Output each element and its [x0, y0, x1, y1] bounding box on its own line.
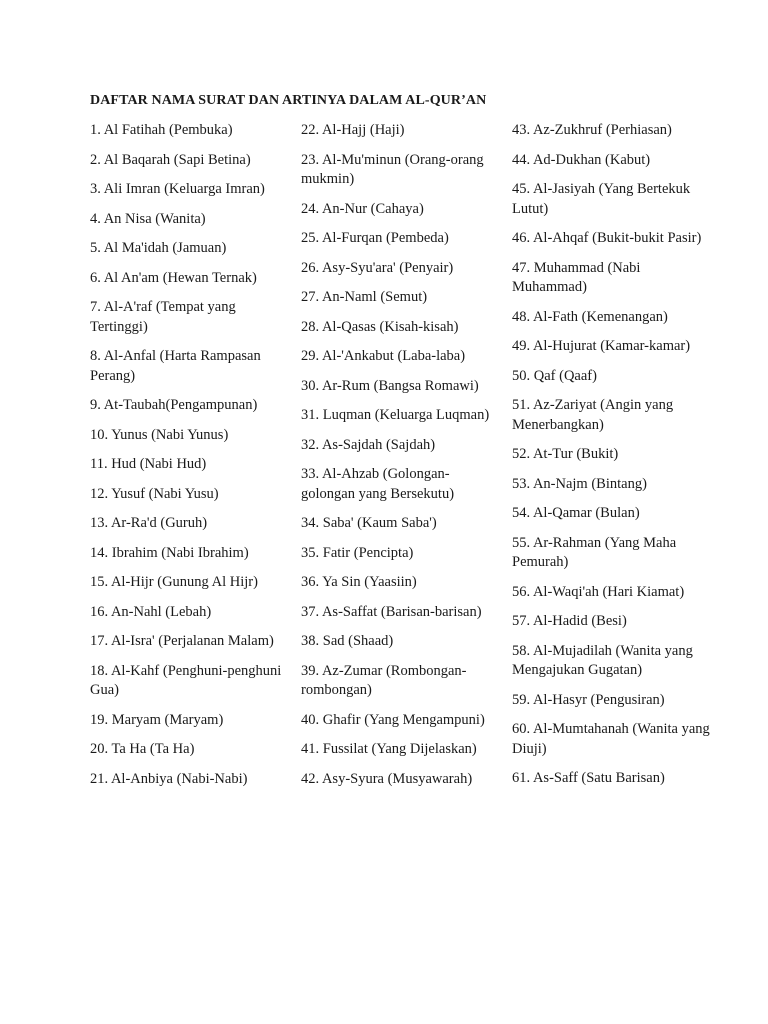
document-title: DAFTAR NAMA SURAT DAN ARTINYA DALAM AL-QUR’AN: [90, 93, 487, 108]
surah-item: 47. Muhammad (Nabi Muhammad): [512, 259, 641, 295]
surah-item: 45. Al-Jasiyah (Yang Bertekuk Lutut): [512, 181, 691, 217]
surah-item: 12. Yusuf (Nabi Yusu): [90, 485, 219, 502]
surah-item: 13. Ar-Ra'd (Guruh): [90, 515, 208, 531]
surah-item: 55. Ar-Rahman (Yang Maha Pemurah): [512, 534, 677, 570]
surah-item: 29. Al-'Ankabut (Laba-laba): [301, 348, 466, 364]
surah-item: 19. Maryam (Maryam): [90, 711, 224, 728]
surah-item: 2. Al Baqarah (Sapi Betina): [90, 151, 251, 168]
surah-item: 35. Fatir (Pencipta): [301, 544, 414, 561]
surah-item: 17. Al-Isra' (Perjalanan Malam): [90, 633, 274, 649]
surah-item: 42. Asy-Syura (Musyawarah): [301, 770, 473, 787]
surah-item: 18. Al-Kahf (Penghuni-penghuni Gua): [90, 662, 282, 698]
surah-item: 26. Asy-Syu'ara' (Penyair): [301, 259, 454, 276]
surah-item: 50. Qaf (Qaaf): [512, 367, 597, 384]
surah-item: 4. An Nisa (Wanita): [90, 210, 206, 227]
surah-item: 3. Ali Imran (Keluarga Imran): [90, 181, 265, 197]
surah-item: 25. Al-Furqan (Pembeda): [301, 230, 449, 246]
surah-item: 10. Yunus (Nabi Yunus): [90, 426, 229, 443]
surah-item: 5. Al Ma'idah (Jamuan): [90, 240, 227, 256]
surah-item: 40. Ghafir (Yang Mengampuni): [301, 711, 485, 728]
surah-item: 44. Ad-Dukhan (Kabut): [512, 151, 651, 168]
surah-item: 43. Az-Zukhruf (Perhiasan): [512, 122, 672, 138]
surah-item: 39. Az-Zumar (Rombongan-rombongan): [301, 662, 467, 698]
surah-item: 11. Hud (Nabi Hud): [90, 456, 207, 472]
surah-item: 51. Az-Zariyat (Angin yang Menerbangkan): [512, 397, 674, 433]
surah-item: 14. Ibrahim (Nabi Ibrahim): [90, 544, 249, 561]
surah-item: 58. Al-Mujadilah (Wanita yang Mengajukan Gugatan): [512, 642, 693, 678]
surah-item: 21. Al-Anbiya (Nabi-Nabi): [90, 770, 248, 787]
surah-column-2: [301, 121, 501, 799]
surah-item: 16. An-Nahl (Lebah): [90, 603, 212, 620]
surah-item: 61. As-Saff (Satu Barisan): [512, 770, 665, 786]
surah-item: 33. Al-Ahzab (Golongan-golongan yang Bersekutu): [301, 466, 455, 502]
surah-item: 24. An-Nur (Cahaya): [301, 200, 424, 217]
surah-item: 32. As-Sajdah (Sajdah): [301, 436, 436, 453]
surah-column-1: [90, 121, 290, 799]
surah-item: 15. Al-Hijr (Gunung Al Hijr): [90, 574, 258, 590]
surah-column-3: [512, 121, 712, 799]
surah-item: 57. Al-Hadid (Besi): [512, 613, 627, 629]
surah-item: 20. Ta Ha (Ta Ha): [90, 741, 195, 757]
surah-item: 52. At-Tur (Bukit): [512, 446, 619, 462]
surah-item: 7. Al-A'raf (Tempat yang Tertinggi): [90, 299, 236, 335]
surah-item: 22. Al-Hajj (Haji): [301, 122, 405, 138]
surah-item: 28. Al-Qasas (Kisah-kisah): [301, 318, 459, 335]
surah-item: 30. Ar-Rum (Bangsa Romawi): [301, 377, 479, 394]
surah-item: 38. Sad (Shaad): [301, 633, 394, 649]
surah-item: 54. Al-Qamar (Bulan): [512, 505, 640, 521]
surah-item: 60. Al-Mumtahanah (Wanita yang Diuji): [512, 721, 710, 757]
surah-item: 27. An-Naml (Semut): [301, 289, 428, 305]
surah-item: 23. Al-Mu'minun (Orang-orang mukmin): [301, 151, 484, 187]
surah-item: 41. Fussilat (Yang Dijelaskan): [301, 741, 477, 757]
surah-item: 31. Luqman (Keluarga Luqman): [301, 407, 490, 423]
surah-item: 9. At-Taubah(Pengampunan): [90, 397, 258, 413]
surah-item: 34. Saba' (Kaum Saba'): [301, 515, 437, 531]
surah-item: 37. As-Saffat (Barisan-barisan): [301, 603, 482, 620]
surah-item: 49. Al-Hujurat (Kamar-kamar): [512, 338, 691, 354]
surah-item: 6. Al An'am (Hewan Ternak): [90, 269, 257, 286]
surah-item: 59. Al-Hasyr (Pengusiran): [512, 691, 665, 708]
surah-item: 36. Ya Sin (Yaasiin): [301, 574, 417, 590]
surah-item: 8. Al-Anfal (Harta Rampasan Perang): [90, 348, 261, 384]
surah-item: 1. Al Fatihah (Pembuka): [90, 122, 233, 138]
surah-item: 46. Al-Ahqaf (Bukit-bukit Pasir): [512, 230, 702, 246]
surah-item: 48. Al-Fath (Kemenangan): [512, 308, 668, 325]
surah-item: 53. An-Najm (Bintang): [512, 475, 647, 492]
surah-item: 56. Al-Waqi'ah (Hari Kiamat): [512, 583, 685, 600]
